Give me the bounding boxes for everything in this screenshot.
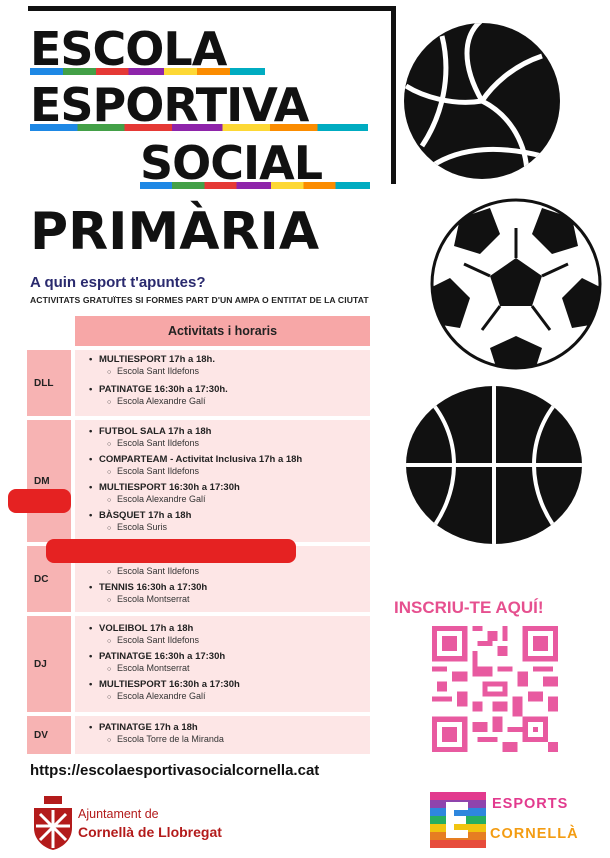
activity-place: ○ Escola Montserrat (89, 663, 370, 675)
schedule-table (27, 316, 370, 756)
website-link[interactable]: https://escolaesportivasocialcornella.cat (30, 762, 320, 779)
activity-name: • MULTIESPORT 16:30h a 17:30h (89, 482, 370, 494)
activity-item (89, 354, 370, 378)
activity-place: ○ Escola Alexandre Galí (89, 494, 370, 506)
activity-item (89, 722, 370, 746)
title-line-1: ESCOLA (30, 26, 265, 75)
city-crest-icon (30, 794, 76, 852)
title-line-2: ESPORTIVA (30, 82, 368, 131)
activity-item (89, 679, 370, 703)
activity-name: • BÀSQUET 17h a 18h (89, 510, 370, 522)
soccer-ball-icon (430, 198, 602, 370)
activity-name: • PATINATGE 16:30h a 17:30h (89, 651, 370, 663)
activity-cell (75, 616, 370, 712)
qr-code-icon[interactable] (432, 626, 558, 752)
activity-place: ○ Escola Sant Ildefons (89, 366, 370, 378)
signup-heading: INSCRIU-TE AQUÍ! (394, 598, 544, 617)
activity-name: • PATINATGE 16:30h a 17:30h. (89, 384, 370, 396)
activity-place: ○ Escola Sant Ildefons (89, 438, 370, 450)
activity-item (89, 510, 370, 534)
activity-name: • MULTIESPORT 16:30h a 17:30h (89, 679, 370, 691)
activity-name: • MULTIESPORT 17h a 18h. (89, 354, 370, 366)
activity-item (89, 651, 370, 675)
activity-item (89, 582, 370, 606)
subtitle: ACTIVITATS GRATUÏTES SI FORMES PART D'UN AMPA O ENTITAT DE LA CIUTAT (30, 295, 369, 305)
day-row-dv (27, 716, 370, 754)
activity-place: ○ Escola Torre de la Miranda (89, 734, 370, 746)
esports-line2: CORNELLÀ (490, 826, 579, 842)
basketball-icon (404, 384, 584, 546)
activity-place: ○ Escola Montserrat (89, 594, 370, 606)
day-label: DJ (27, 616, 71, 712)
activity-item (89, 384, 370, 408)
activity-place: ○ Escola Sant Ildefons (89, 466, 370, 478)
question-heading: A quin esport t'apuntes? (30, 274, 206, 291)
activity-name: • TENNIS 16:30h a 17:30h (89, 582, 370, 594)
activity-place: ○ Escola Suris (89, 522, 370, 534)
activity-cell (75, 350, 370, 416)
title-line-3: SOCIAL (140, 140, 370, 189)
redaction-mark (8, 489, 71, 513)
activity-cell (75, 420, 370, 542)
activity-place: ○ Escola Sant Ildefons (89, 635, 370, 647)
activity-cell (75, 716, 370, 754)
activity-item (89, 454, 370, 478)
activity-item (89, 482, 370, 506)
ajuntament-name-line2: Cornellà de Llobregat (78, 824, 222, 840)
activity-place: ○ Escola Sant Ildefons (89, 566, 370, 578)
day-label: DV (27, 716, 71, 754)
day-row-dm (27, 420, 370, 542)
day-row-dj (27, 616, 370, 712)
activity-name: • FUTBOL SALA 17h a 18h (89, 426, 370, 438)
activity-item (89, 623, 370, 647)
day-label: DM (27, 420, 71, 542)
activity-name: • COMPARTEAM - Activitat Inclusiva 17h a 18h (89, 454, 370, 466)
ajuntament-name-line1: Ajuntament de (78, 807, 159, 821)
day-label: DLL (27, 350, 71, 416)
activity-item (89, 426, 370, 450)
title-line-4: PRIMÀRIA (30, 202, 320, 262)
redaction-mark (46, 539, 296, 563)
activity-name: • VOLEIBOL 17h a 18h (89, 623, 370, 635)
volleyball-icon (402, 16, 562, 186)
activity-item (89, 566, 370, 578)
activity-place: ○ Escola Alexandre Galí (89, 396, 370, 408)
day-row-dll (27, 350, 370, 416)
esports-logo-icon (430, 792, 486, 848)
activity-place: ○ Escola Alexandre Galí (89, 691, 370, 703)
activity-name: • PATINATGE 17h a 18h (89, 722, 370, 734)
esports-line1: ESPORTS (492, 796, 569, 812)
day-label: DC (27, 546, 71, 612)
schedule-heading: Activitats i horaris (75, 316, 370, 346)
